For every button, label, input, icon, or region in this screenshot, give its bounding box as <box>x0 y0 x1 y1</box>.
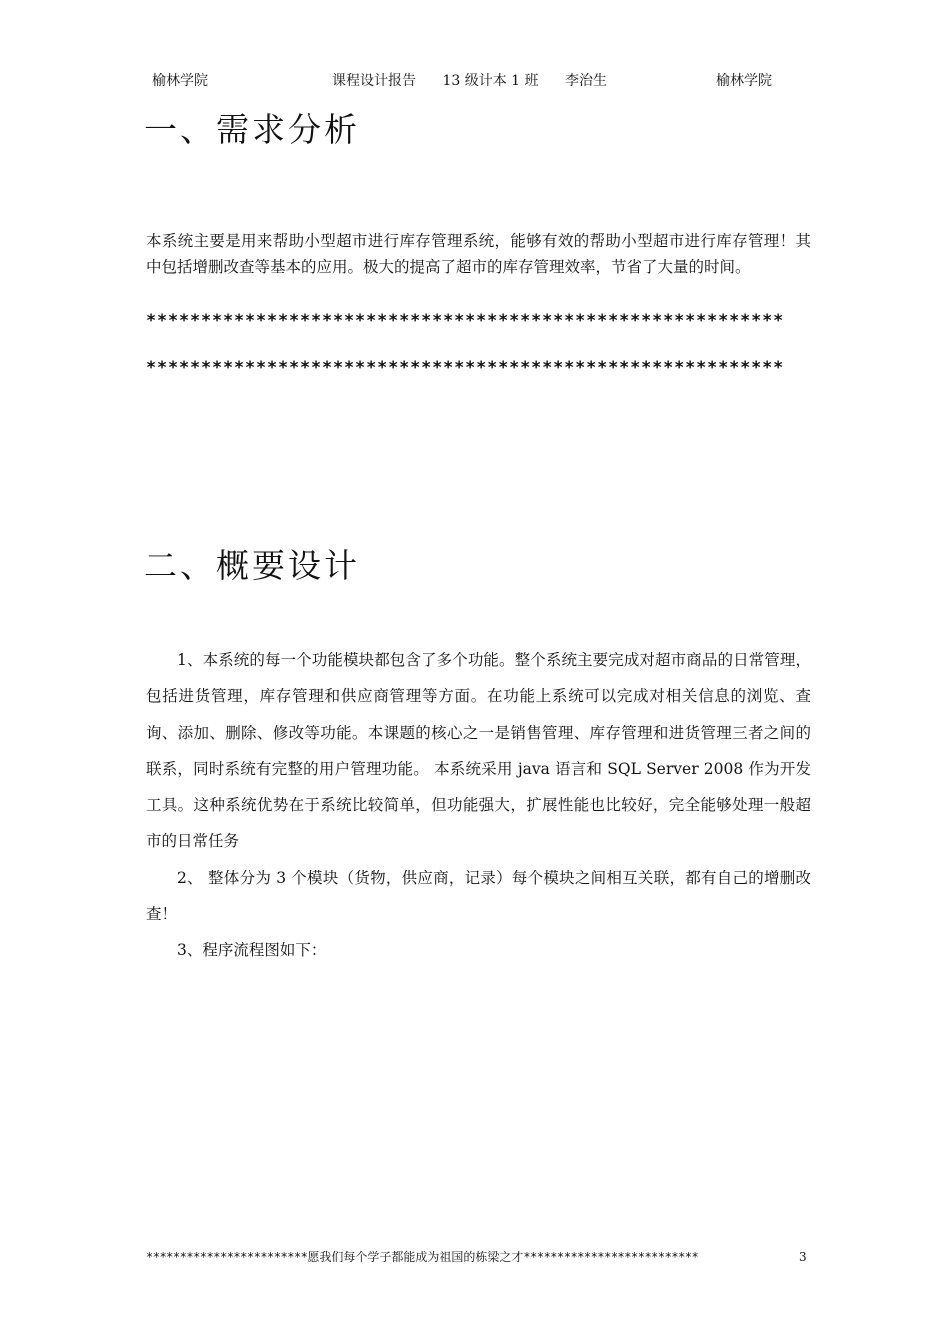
header-right: 榆林学院 <box>716 73 772 89</box>
section-title-design: 二、概要设计 <box>144 546 360 585</box>
footer-stars-left: ************************ <box>146 1250 308 1264</box>
separator-stars-1: ********************************************************** <box>146 310 785 330</box>
header-center <box>332 70 629 92</box>
page-number: 3 <box>799 1250 807 1264</box>
footer-stars-right: ************************** <box>523 1250 699 1264</box>
footer-motto-line <box>146 1248 810 1266</box>
design-paragraph-2: 2、 整体分为 3 个模块（货物，供应商，记录）每个模块之间相互关联，都有自己的增删改查！ <box>146 868 811 924</box>
section-title-requirements: 一、需求分析 <box>144 110 360 149</box>
design-body <box>146 642 811 969</box>
header-author: 李治生 <box>564 73 607 89</box>
header-class: 13 级计本 1 班 <box>442 73 539 89</box>
requirements-paragraph: 本系统主要是用来帮助小型超市进行库存管理系统，能够有效的帮助小型超市进行库存管理！其中包括增删改查等基本的应用。极大的提高了超市的库存管理效率，节省了大量的时间。 <box>146 232 811 276</box>
header-left: 榆林学院 <box>152 73 208 89</box>
footer-motto: 愿我们每个学子都能成为祖国的栋梁之才 <box>307 1250 524 1264</box>
header-report-title: 课程设计报告 <box>332 73 416 89</box>
separator-stars-2: ********************************************************** <box>146 357 785 377</box>
design-paragraph-1: 1、本系统的每一个功能模块都包含了多个功能。整个系统主要完成对超市商品的日常管理，包括进货管理，库存管理和供应商管理等方面。在功能上系统可以完成对相关信息的浏览、查询、添加、删除、修改等功能。本课题的核心之一是销售管理、库存管理和进货管理三者之间的联系，同时系统有完整的用户管理功能。 本系统采用 java 语言和 SQL Server 2008 作为开发工具。这种系统优势在于系统比较简单，但功能强大，扩展性能也比较好，完全能够处理一般超市的日常任务 <box>146 651 811 851</box>
design-paragraph-3: 3、程序流程图如下： <box>177 941 327 960</box>
